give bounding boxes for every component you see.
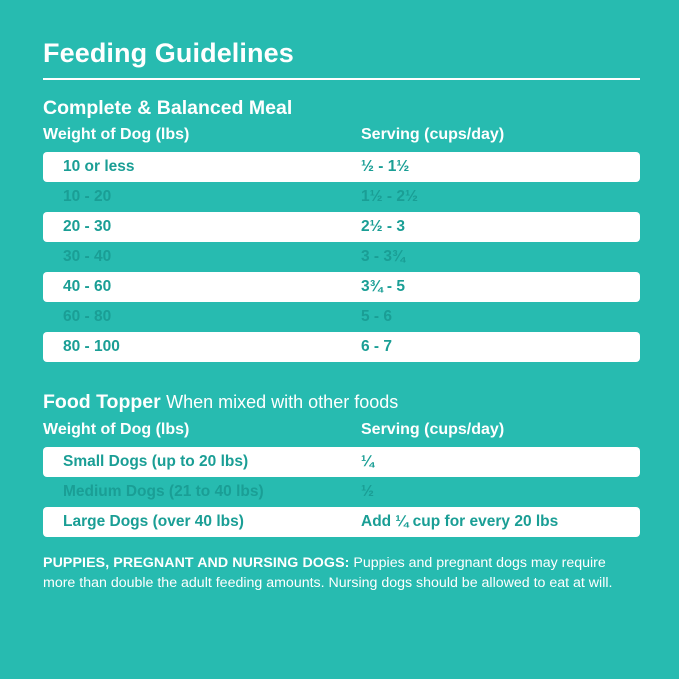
section-heading-topper-sub: When mixed with other foods	[166, 392, 399, 413]
section-spacer	[22, 362, 657, 374]
cell-serving: ¼	[361, 452, 374, 470]
column-headers-meal	[22, 126, 657, 144]
page-title: Feeding Guidelines	[43, 38, 294, 68]
cell-weight: 40 - 60	[63, 278, 112, 296]
cell-serving: 3 - 3¾	[361, 248, 405, 266]
footnote-label: PUPPIES, PREGNANT AND NURSING DOGS:	[43, 554, 350, 571]
table-row	[43, 152, 640, 182]
footnote	[43, 553, 635, 593]
footnote-body: Puppies and pregnant dogs may require more than double the adult feeding amounts. Nursing dogs should be allowed to eat at will.	[43, 554, 613, 591]
cell-weight: Medium Dogs (21 to 40 lbs)	[63, 482, 264, 500]
cell-serving: 3¾ - 5	[361, 278, 405, 296]
table-row	[43, 332, 640, 362]
cell-serving: ½ - 1½	[361, 158, 410, 176]
column-header-serving: Serving (cups/day)	[361, 420, 505, 438]
table-row	[43, 182, 640, 212]
section-heading-meal	[22, 96, 657, 120]
title-divider	[43, 78, 640, 80]
meal-table	[43, 152, 640, 362]
cell-serving: 5 - 6	[361, 308, 393, 326]
cell-weight: 20 - 30	[63, 218, 112, 236]
cell-weight: 60 - 80	[63, 308, 112, 326]
column-header-weight: Weight of Dog (lbs)	[43, 126, 190, 144]
cell-serving: Add ¼ cup for every 20 lbs	[361, 512, 559, 530]
cell-weight: 10 - 20	[63, 188, 112, 206]
cell-weight: Small Dogs (up to 20 lbs)	[63, 452, 249, 470]
topper-table	[43, 447, 640, 537]
section-heading-meal-label: Complete & Balanced Meal	[43, 97, 293, 119]
table-row	[43, 507, 640, 537]
table-row	[43, 272, 640, 302]
table-row	[43, 242, 640, 272]
cell-serving: 1½ - 2½	[361, 188, 418, 206]
column-header-serving: Serving (cups/day)	[361, 126, 505, 144]
cell-weight: 80 - 100	[63, 338, 120, 356]
cell-weight: Large Dogs (over 40 lbs)	[63, 512, 244, 530]
column-header-weight: Weight of Dog (lbs)	[43, 420, 190, 438]
cell-weight: 10 or less	[63, 158, 135, 176]
section-heading-topper	[22, 390, 657, 414]
cell-serving: 2½ - 3	[361, 218, 405, 236]
cell-weight: 30 - 40	[63, 248, 112, 266]
table-row	[43, 447, 640, 477]
cell-serving: 6 - 7	[361, 338, 393, 356]
table-row	[43, 212, 640, 242]
section-heading-topper-label: Food Topper	[43, 391, 161, 414]
table-row	[43, 302, 640, 332]
cell-serving: ½	[361, 482, 374, 500]
column-headers-topper	[22, 421, 657, 439]
table-row	[43, 477, 640, 507]
